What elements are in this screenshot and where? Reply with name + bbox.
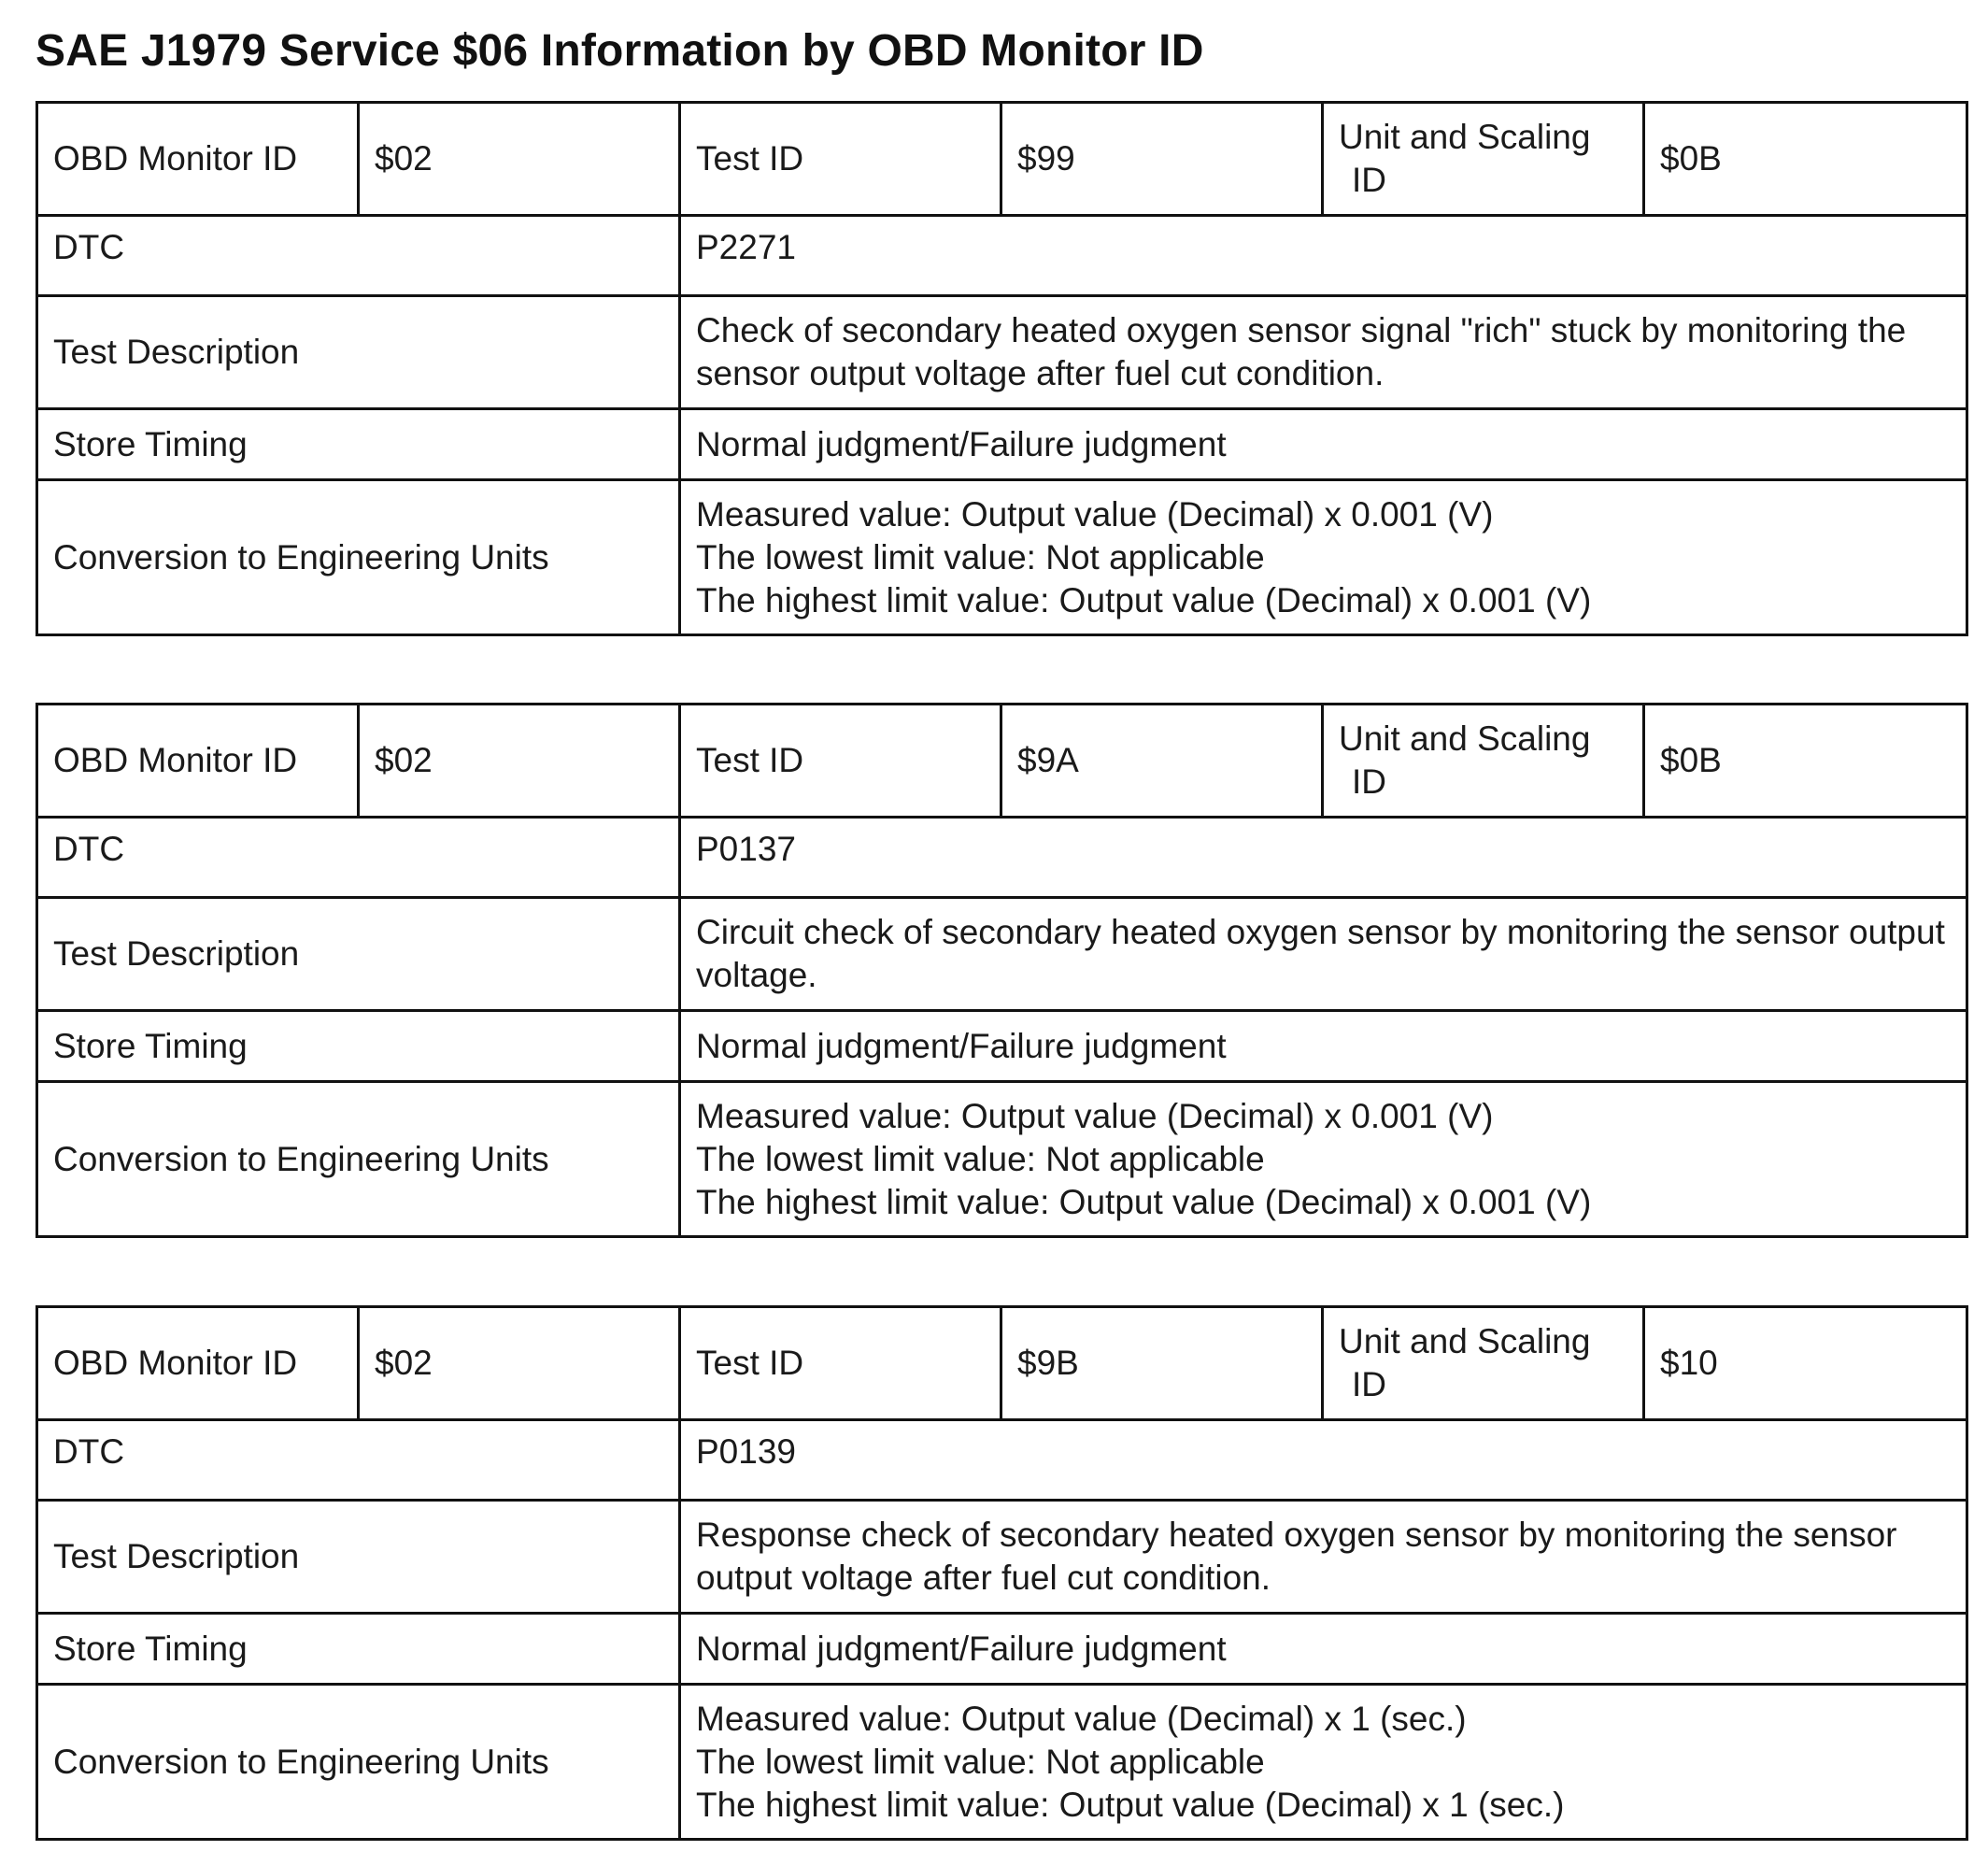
store-timing-label: Store Timing <box>37 1011 680 1082</box>
conversion-highest-limit: The highest limit value: Output value (Decimal) x 0.001 (V) <box>696 1182 1592 1221</box>
store-timing-row <box>37 1011 1967 1082</box>
obd-monitor-id-label: OBD Monitor ID <box>37 103 359 216</box>
store-timing-value: Normal judgment/Failure judgment <box>680 1011 1967 1082</box>
test-description-label: Test Description <box>37 898 680 1011</box>
conversion-lowest-limit: The lowest limit value: Not applicable <box>696 1139 1265 1178</box>
conversion-row <box>37 1685 1967 1840</box>
test-description-row <box>37 898 1967 1011</box>
test-description-value: Circuit check of secondary heated oxygen sensor by monitoring the sensor output voltage. <box>680 898 1967 1011</box>
unit-scaling-label-line1: Unit and Scaling <box>1339 118 1591 156</box>
obd-monitor-id-value: $02 <box>359 705 680 818</box>
store-timing-value: Normal judgment/Failure judgment <box>680 1614 1967 1685</box>
conversion-lowest-limit: The lowest limit value: Not applicable <box>696 1742 1265 1781</box>
dtc-label: DTC <box>37 1420 680 1501</box>
unit-scaling-label-line2: ID <box>1352 762 1386 801</box>
conversion-row <box>37 480 1967 635</box>
store-timing-row <box>37 1614 1967 1685</box>
test-id-value: $9A <box>1001 705 1323 818</box>
monitor-table-p0139 <box>36 1305 1968 1841</box>
unit-scaling-label-line2: ID <box>1352 161 1386 199</box>
table-header-row <box>37 103 1967 216</box>
test-description-value: Response check of secondary heated oxygen sensor by monitoring the sensor output voltage after fuel cut condition. <box>680 1501 1967 1614</box>
monitor-table-p2271 <box>36 101 1968 636</box>
unit-scaling-id-label <box>1323 705 1644 818</box>
test-description-label: Test Description <box>37 1501 680 1614</box>
table-header-row <box>37 705 1967 818</box>
test-description-label: Test Description <box>37 296 680 409</box>
store-timing-row <box>37 409 1967 480</box>
conversion-highest-limit: The highest limit value: Output value (Decimal) x 0.001 (V) <box>696 580 1592 619</box>
dtc-label: DTC <box>37 818 680 898</box>
dtc-value: P0139 <box>680 1420 1967 1501</box>
test-id-label: Test ID <box>680 1307 1001 1420</box>
obd-monitor-id-label: OBD Monitor ID <box>37 1307 359 1420</box>
unit-scaling-id-value: $0B <box>1644 705 1967 818</box>
test-id-label: Test ID <box>680 705 1001 818</box>
unit-scaling-id-value: $10 <box>1644 1307 1967 1420</box>
unit-scaling-id-label <box>1323 103 1644 216</box>
conversion-row <box>37 1082 1967 1237</box>
unit-scaling-label-line1: Unit and Scaling <box>1339 1322 1591 1360</box>
test-id-value: $99 <box>1001 103 1323 216</box>
unit-scaling-label-line2: ID <box>1352 1365 1386 1403</box>
unit-scaling-id-value: $0B <box>1644 103 1967 216</box>
test-id-label: Test ID <box>680 103 1001 216</box>
test-description-row <box>37 1501 1967 1614</box>
store-timing-label: Store Timing <box>37 1614 680 1685</box>
test-description-row <box>37 296 1967 409</box>
conversion-value <box>680 1082 1967 1237</box>
dtc-value: P2271 <box>680 216 1967 296</box>
page-title: SAE J1979 Service $06 Information by OBD Monitor ID <box>36 26 1204 76</box>
conversion-value <box>680 480 1967 635</box>
conversion-label: Conversion to Engineering Units <box>37 480 680 635</box>
conversion-label: Conversion to Engineering Units <box>37 1082 680 1237</box>
store-timing-value: Normal judgment/Failure judgment <box>680 409 1967 480</box>
unit-scaling-label-line1: Unit and Scaling <box>1339 719 1591 758</box>
conversion-measured-value: Measured value: Output value (Decimal) x 0.001 (V) <box>696 1096 1494 1135</box>
conversion-value <box>680 1685 1967 1840</box>
monitor-table-p0137 <box>36 703 1968 1238</box>
conversion-lowest-limit: The lowest limit value: Not applicable <box>696 537 1265 577</box>
test-id-value: $9B <box>1001 1307 1323 1420</box>
store-timing-label: Store Timing <box>37 409 680 480</box>
unit-scaling-id-label <box>1323 1307 1644 1420</box>
dtc-label: DTC <box>37 216 680 296</box>
obd-monitor-id-value: $02 <box>359 103 680 216</box>
dtc-row <box>37 1420 1967 1501</box>
dtc-row <box>37 216 1967 296</box>
conversion-label: Conversion to Engineering Units <box>37 1685 680 1840</box>
dtc-row <box>37 818 1967 898</box>
obd-monitor-id-label: OBD Monitor ID <box>37 705 359 818</box>
table-header-row <box>37 1307 1967 1420</box>
dtc-value: P0137 <box>680 818 1967 898</box>
conversion-highest-limit: The highest limit value: Output value (Decimal) x 1 (sec.) <box>696 1785 1565 1824</box>
test-description-value: Check of secondary heated oxygen sensor signal "rich" stuck by monitoring the sensor output voltage after fuel cut condition. <box>680 296 1967 409</box>
obd-monitor-id-value: $02 <box>359 1307 680 1420</box>
conversion-measured-value: Measured value: Output value (Decimal) x 1 (sec.) <box>696 1699 1467 1738</box>
conversion-measured-value: Measured value: Output value (Decimal) x 0.001 (V) <box>696 494 1494 534</box>
